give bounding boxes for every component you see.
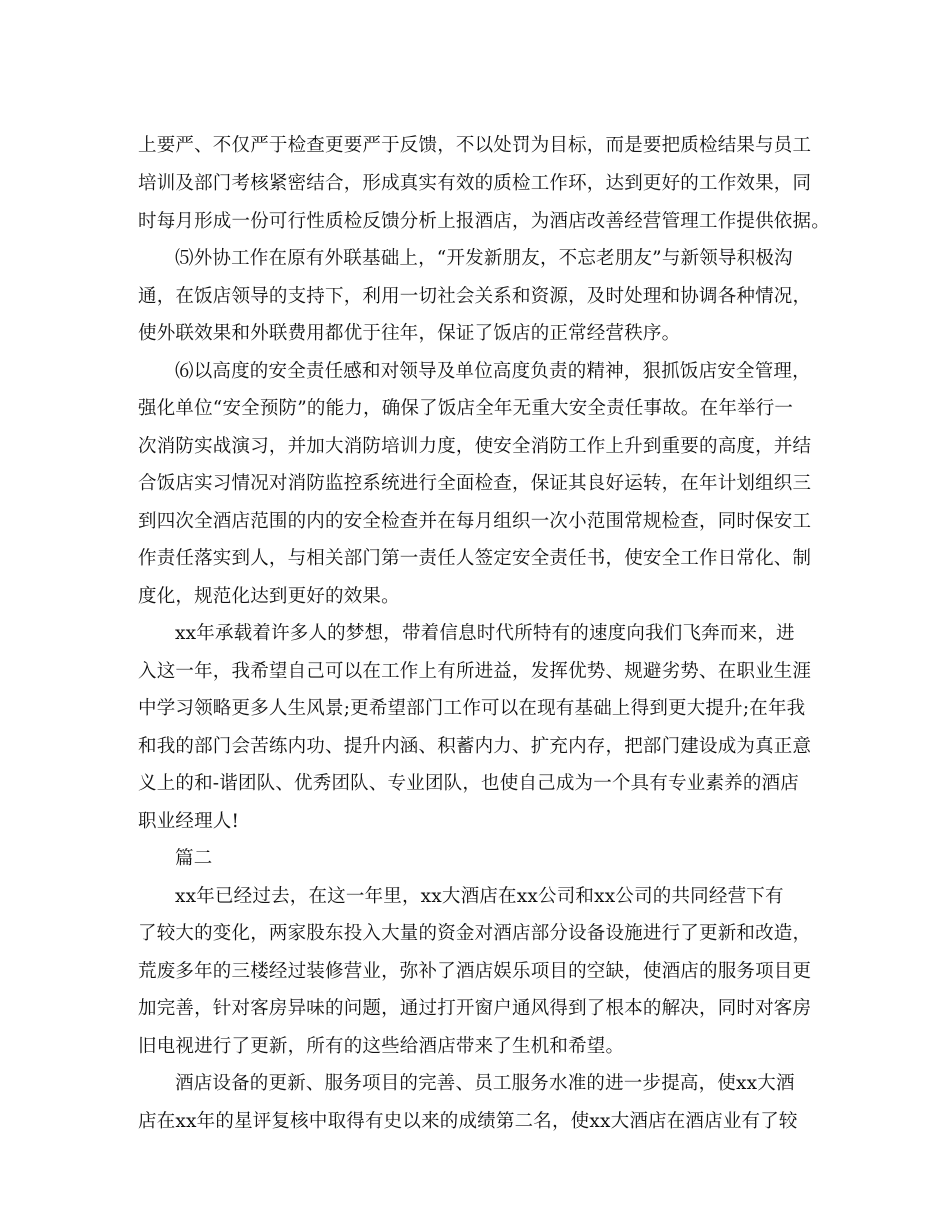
text-line: 酒店设备的更新、服务项目的完善、员工服务水准的进一步提高，使xx大酒 [175,1073,795,1094]
text-line: 旧电视进行了更新，所有的这些给酒店带来了生机和希望。 [138,1036,625,1057]
text-line: 荒废多年的三楼经过装修营业，弥补了酒店娱乐项目的空缺，使酒店的服务项目更 [138,961,812,982]
text-line: ⑸外协工作在原有外联基础上，“开发新朋友，不忘老朋友”与新领导积极沟 [175,248,793,269]
text-line: xx年承载着许多人的梦想，带着信息时代所特有的速度向我们飞奔而来，进 [175,623,795,644]
section-heading: 篇二 [175,848,213,869]
text-line: 培训及部门考核紧密结合，形成真实有效的质检工作环，达到更好的工作效果，同 [138,173,812,194]
text-line: 加完善，针对客房异味的问题，通过打开窗户通风得到了根本的解决，同时对客房 [138,998,812,1019]
text-line: 度化，规范化达到更好的效果。 [138,586,400,607]
text-line: 了较大的变化，两家股东投入大量的资金对酒店部分设备设施进行了更新和改造， [138,923,812,944]
text-line: 和我的部门会苦练内功、提升内涵、积蓄内力、扩充内存，把部门建设成为真正意 [138,736,812,757]
text-line: 职业经理人! [138,811,240,832]
text-line: 义上的和-谐团队、优秀团队、专业团队，也使自己成为一个具有专业素养的酒店 [138,773,799,794]
text-line: 作责任落实到人，与相关部门第一责任人签定安全责任书，使安全工作日常化、制 [138,548,812,569]
text-line: 合饭店实习情况对消防监控系统进行全面检查，保证其良好运转，在年计划组织三 [138,473,812,494]
text-line: 中学习领略更多人生风景;更希望部门工作可以在现有基础上得到更大提升;在年我 [138,698,806,719]
text-line: ⑹以高度的安全责任感和对领导及单位高度负责的精神，狠抓饭店安全管理， [175,361,811,382]
text-line: 上要严、不仅严于检查更要严于反馈，不以处罚为目标，而是要把质检结果与员工 [138,135,812,156]
text-line: 强化单位“安全预防”的能力，确保了饭店全年无重大安全责任事故。在年举行一 [138,398,794,419]
text-line: 店在xx年的星评复核中取得有史以来的成绩第二名，使xx大酒店在酒店业有了较 [138,1111,798,1132]
text-line: xx年已经过去，在这一年里，xx大酒店在xx公司和xx公司的共同经营下有 [175,886,784,907]
text-line: 时每月形成一份可行性质检反馈分析上报酒店，为酒店改善经营管理工作提供依据。 [138,211,830,232]
text-line: 到四次全酒店范围的内的安全检查并在每月组织一次小范围常规检查，同时保安工 [138,511,812,532]
text-line: 入这一年，我希望自己可以在工作上有所进益，发挥优势、规避劣势、在职业生涯 [138,661,812,682]
text-line: 次消防实战演习，并加大消防培训力度，使安全消防工作上升到重要的高度，并结 [138,436,812,457]
text-line: 通，在饭店领导的支持下，利用一切社会关系和资源，及时处理和协调各种情况， [138,286,812,307]
text-line: 使外联效果和外联费用都优于往年，保证了饭店的正常经营秩序。 [138,323,681,344]
